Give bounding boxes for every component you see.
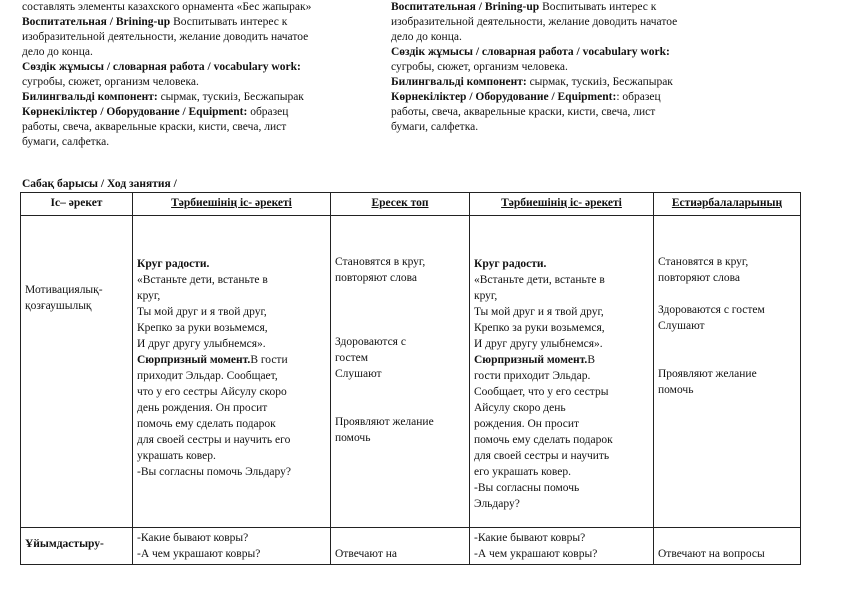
header-teacher-activity-text: Тәрбиешінің іс- әрекеті [171, 197, 292, 209]
cell-line: -Вы согласны помочь Эльдару? [137, 466, 291, 478]
header-teacher-activity-2-text: Тәрбиешінің іс- әрекеті [501, 197, 622, 209]
cell-line: -Какие бывают ковры? [137, 532, 249, 544]
cell-line: -А чем украшают ковры? [474, 548, 598, 560]
teacher-activity-cell [133, 528, 331, 565]
cell-line: круг, [137, 290, 161, 302]
cell-line: Айсулу скоро день [474, 402, 566, 414]
cell-line: что у его сестры Айсулу скоро [137, 386, 287, 398]
equipment-label: Көрнекіліктер / Оборудование / Equipment: [22, 106, 248, 118]
teacher-activity-cell-2 [470, 528, 654, 565]
cell-line: день рождения. Он просит [137, 402, 268, 414]
vocabulary-label [391, 45, 811, 60]
surprise-label: Сюрпризный момент. [474, 354, 588, 366]
cell-line: приходит Эльдар. Сообщает, [137, 370, 278, 382]
cell-line: -Какие бывают ковры? [474, 532, 586, 544]
cell-line: Крепко за руки возьмемся, [474, 322, 605, 334]
cell-line: для своей сестры и научить [474, 450, 610, 462]
upbringing-label: Воспитательная / Brining-up [22, 16, 171, 28]
vocabulary-text: сугробы, сюжет, организм человека. [22, 76, 199, 88]
cell-line: гостем [335, 352, 368, 364]
children-activity-cell-2 [654, 216, 801, 528]
equipment-text-3: бумаги, салфетка. [391, 121, 479, 133]
cell-line: Эльдару? [474, 498, 520, 510]
vocabulary-text: сугробы, сюжет, организм человека. [391, 61, 568, 73]
cell-title: Круг радости. [474, 258, 547, 270]
cell-line [474, 352, 649, 368]
header-children-activity [654, 193, 801, 216]
upbringing-text-2: изобразительной деятельности, желание доводить начатое [391, 16, 678, 28]
bilingual-label: Билингвальді компонент: [22, 91, 158, 103]
row-label-line: Мотивациялық- [25, 284, 103, 296]
cell-line: Становятся в круг, [335, 256, 426, 268]
equipment-line [391, 90, 811, 105]
bilingual-line [22, 90, 380, 105]
cell-line: Сообщает, что у его сестры [474, 386, 609, 398]
cell-line: «Встаньте дети, встаньте в [137, 274, 268, 286]
cell-line: И друг другу улыбнемся». [474, 338, 603, 350]
upbringing-line [22, 15, 380, 30]
equipment-text-2: работы, свеча, акварельные краски, кисти, свеча, лист [391, 106, 656, 118]
cell-line: гости приходит Эльдар. [474, 370, 591, 382]
cell-line: круг, [474, 290, 498, 302]
equipment-text: : образец [616, 91, 661, 103]
cell-line: Проявляют желание [335, 416, 434, 428]
left-intro-block [22, 0, 380, 150]
cell-line: Становятся в круг, [658, 256, 749, 268]
cell-line: «Встаньте дети, встаньте в [474, 274, 605, 286]
cell-line: украшать ковер. [137, 450, 216, 462]
row-label-line: қозғаушылық [25, 300, 92, 312]
header-senior-group-text: Ересек топ [371, 197, 429, 209]
equipment-text: образец [247, 106, 289, 118]
header-teacher-activity-2 [470, 193, 654, 216]
cell-line: Здороваются с [335, 336, 406, 348]
vocabulary-label-text: Сөздік жұмысы / словарная работа / vocabulary work: [22, 61, 301, 73]
cell-line: Отвечают на вопросы [658, 548, 765, 560]
surprise-text: В гости [250, 354, 288, 366]
cell-line: его украшать ковер. [474, 466, 572, 478]
cell-line: помочь ему сделать подарок [137, 418, 276, 430]
row-label-line: Ұйымдастыру- [25, 538, 104, 550]
cell-line: рождения. Он просит [474, 418, 580, 430]
cell-line: -Вы согласны помочь [474, 482, 580, 494]
table-header-row [21, 193, 801, 216]
bilingual-line [391, 75, 811, 90]
cell-line: И друг другу улыбнемся». [137, 338, 266, 350]
bilingual-label: Билингвальді компонент: [391, 76, 527, 88]
cell-line [137, 352, 326, 368]
children-activity-cell [331, 216, 470, 528]
cell-line: Слушают [335, 368, 382, 380]
cell-line: помочь [335, 432, 371, 444]
cell-line: Крепко за руки возьмемся, [137, 322, 268, 334]
upbringing-text-3: дело до конца. [22, 46, 93, 58]
upbringing-text: Воспитывать интерес к [539, 1, 657, 13]
surprise-text: В [587, 354, 595, 366]
cell-line: -А чем украшают ковры? [137, 548, 261, 560]
vocabulary-label-text: Сөздік жұмысы / словарная работа / vocabulary work: [391, 46, 670, 58]
header-activity: Іс– әрекет [21, 193, 133, 216]
cell-line: Ты мой друг и я твой друг, [474, 306, 604, 318]
table-row [21, 216, 801, 528]
cell-line: повторяют слова [658, 272, 741, 284]
upbringing-line [391, 0, 811, 15]
cell-line: для своей сестры и научить его [137, 434, 291, 446]
row-label-motivation [21, 216, 133, 528]
surprise-label: Сюрпризный момент. [137, 354, 251, 366]
cell-title: Круг радости. [137, 258, 210, 270]
header-teacher-activity [133, 193, 331, 216]
right-intro-block [391, 0, 811, 135]
lesson-table [20, 192, 801, 565]
bilingual-text: сырмак, тускиіз, Бесжапырак [526, 76, 673, 88]
children-activity-cell-2 [654, 528, 801, 565]
upbringing-text-2: изобразительной деятельности, желание доводить начатое [22, 31, 309, 43]
equipment-text-2: работы, свеча, акварельные краски, кисти, свеча, лист [22, 121, 287, 133]
vocabulary-label [22, 60, 380, 75]
teacher-activity-cell-2 [470, 216, 654, 528]
row-label-organization [21, 528, 133, 565]
upbringing-label: Воспитательная / Brining-up [391, 1, 540, 13]
equipment-text-3: бумаги, салфетка. [22, 136, 110, 148]
header-children-activity-text: Естиәрбалаларының [671, 197, 783, 209]
header-senior-group [331, 193, 470, 216]
cell-line: помочь ему сделать подарок [474, 434, 613, 446]
cell-line: Здороваются с гостем [658, 304, 765, 316]
upbringing-text: Воспитывать интерес к [170, 16, 288, 28]
cell-line: Проявляют желание [658, 368, 757, 380]
equipment-line [22, 105, 380, 120]
cell-line: Отвечают на [335, 548, 397, 560]
cell-line: повторяют слова [335, 272, 418, 284]
equipment-label: Көрнекіліктер / Оборудование / Equipment: [391, 91, 617, 103]
intro-line: составлять элементы казахского орнамента «Бес жапырак» [22, 1, 312, 13]
cell-line: Ты мой друг и я твой друг, [137, 306, 267, 318]
lesson-heading: Сабақ барысы / Ход занятия / [22, 178, 177, 190]
cell-line: Слушают [658, 320, 705, 332]
children-activity-cell [331, 528, 470, 565]
table-row [21, 528, 801, 565]
teacher-activity-cell [133, 216, 331, 528]
cell-line: помочь [658, 384, 694, 396]
upbringing-text-3: дело до конца. [391, 31, 462, 43]
bilingual-text: сырмак, тускиіз, Бесжапырак [157, 91, 304, 103]
